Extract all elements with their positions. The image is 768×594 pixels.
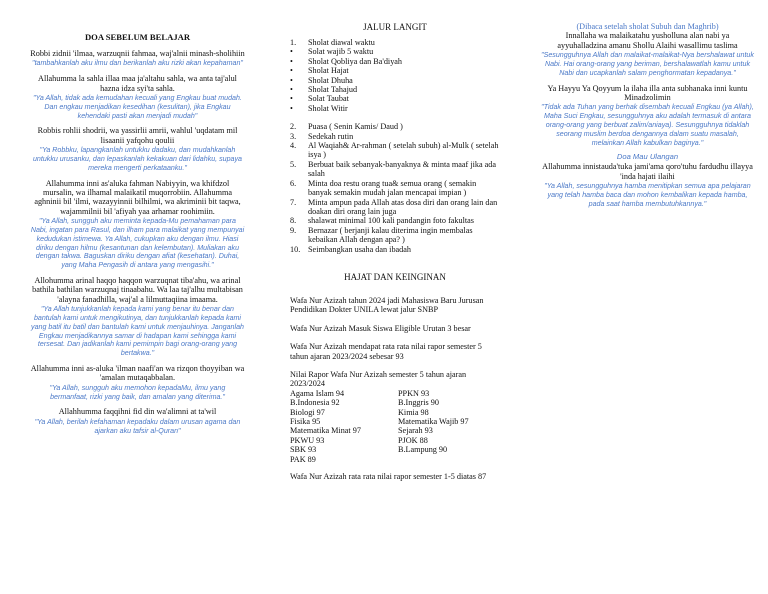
amalan-list	[290, 122, 500, 254]
doa-arabic: Allohumma arinal haqqo haqqon warzuqnat tiba'ahu, wa arinal bathila bathilan warzuqnaj tinaabahu. Wa laa taj'alhu multabisan 'alayna fanadhilla, waj'al a lilmuttaqiina imaama.	[32, 276, 243, 304]
list-item-marker: •	[290, 47, 293, 57]
ibadah-list	[290, 38, 500, 113]
list-item-marker: 6.	[290, 178, 297, 188]
list-item	[290, 104, 500, 113]
list-item	[290, 179, 500, 198]
doa-arabic: Allahumma la sahla illaa maa ja'altahu sahla, wa anta taj'alul hazna idza syi'ta sahla.	[38, 74, 237, 93]
doa-blocks	[30, 49, 245, 435]
list-item-marker: •	[290, 103, 293, 113]
hajat-list	[290, 296, 500, 361]
sholawat-block	[540, 31, 755, 77]
doa-arabic: Allahumma inni as-aluka 'ilman naafi'an wa rizqon thoyyiban wa 'amalan mutaqabbalan.	[30, 364, 245, 383]
list-item-text: Sholat diawal waktu	[308, 38, 375, 47]
doa-sebelum-belajar-column	[30, 32, 245, 441]
grades-table	[290, 389, 500, 464]
doa-arabic: Allahhumma faqqihni fid din wa'alimni at ta'wil	[58, 407, 217, 417]
closing-statement: Wafa Nur Azizah rata rata nilai rapor semester 1-5 diatas 87	[290, 472, 487, 482]
list-item	[290, 85, 500, 94]
grade-entry: B.Indonesia 92	[290, 398, 340, 408]
sholawat-translation: "Tidak ada Tuhan yang berhak disembah kecuali Engkau (ya Allah), Maha Suci Engkau, sesungguhnya aku adalah termasuk di antara orang-orang yang berbuat zalim/aniaya). Sesungguhnya tidaklah seorang muslim berdoa dengannya dalam suatu masalah, melainkan Allah kabulkan baginya."	[541, 103, 754, 147]
doa-title: DOA SEBELUM BELAJAR	[84, 32, 191, 42]
list-item-marker: 2.	[290, 122, 297, 132]
ulangan-arabic: Allahumma innistauda'tuka jami'ama qoro'tuhu fardudhu illayya 'inda hajati ilaihi	[542, 162, 753, 181]
list-item	[290, 216, 500, 225]
grade-entry: Kimia 98	[398, 407, 429, 417]
list-item-text: Al Waqiah& Ar-rahman ( setelah subuh) al-Mulk ( setelah isya )	[308, 141, 499, 160]
doa-translation: "Ya Robbku, lapangkanlah untukku dadaku, dan mudahkanlah untukku urusanku, dan lepaskanlah kekakuan dari lidahku, supaya mereka mengerti perkataanku."	[32, 146, 242, 172]
list-item-text: Sholat Hajat	[308, 66, 349, 76]
ulangan-translation: "Ya Allah, sesungguhnya hamba menitipkan semua apa pelajaran yang telah hamba baca dan mohon kembalikan kepada hamba, pada saat hamba membutuhkannya."	[544, 182, 751, 208]
grade-entry: Agama Islam 94	[290, 388, 345, 398]
doa-translation: "Ya Allah, tidak ada kemudahan kecuali yang Engkau buat mudah. Dan engkau menjadikan kesedihan (kesulitan), jika Engkau kehendaki pasti akan menjadi mudah"	[33, 94, 242, 120]
list-item-marker: •	[290, 75, 293, 85]
list-item-text: Seimbangkan usaha dan ibadah	[308, 244, 411, 254]
list-item-text: Sedekah rutin	[308, 131, 354, 141]
list-item	[290, 132, 500, 141]
doa-translation: "Ya Allah, berilah kefahaman kepadaku dalam urusan agama dan ajarkan aku tafsir al-Quran"	[34, 417, 241, 435]
list-item-marker: 4.	[290, 141, 297, 151]
list-item-text: Berbuat baik sebanyak-banyaknya & minta maaf jika ada salah	[308, 159, 497, 179]
doa-sholawat-column	[540, 22, 755, 214]
jalur-langit-column	[290, 22, 500, 481]
list-item-text: Sholat Dhuha	[308, 75, 353, 85]
list-item-text: Minta doa restu orang tua& semua orang ( semakin banyak semakin mudah jalan mencapai impian )	[308, 178, 477, 198]
sholawat-blocks	[540, 31, 755, 147]
grade-entry: PKWU 93	[290, 435, 325, 445]
list-item	[290, 76, 500, 85]
list-item-marker: •	[290, 94, 293, 104]
list-item-marker: •	[290, 66, 293, 76]
list-item	[290, 38, 500, 47]
grade-entry: Matematika Minat 97	[290, 426, 361, 436]
doa-translation: "tambahkanlah aku ilmu dan berikanlah aku rizki akan kepahaman"	[32, 59, 243, 68]
doa-arabic: Allahumma inni as'aluka fahman Nabiyyin, wa khifdzol mursalin, wa ilhamal malaikatil muqorrobiin. Allahumma aghninii bil 'ilmi, wazayyinnii bilhilmi, wa akriminii bit taqwa, wajammilnii bil 'afiyah yaa arhamar roohimiin.	[34, 178, 241, 216]
doa-block	[30, 276, 245, 358]
rapor-intro: Nilai Rapor Wafa Nur Azizah semester 5 tahun ajaran 2023/2024	[290, 369, 467, 389]
reading-note: (Dibaca setelah sholat Subuh dan Maghrib)	[576, 22, 719, 31]
list-item-text: Solat Taubat	[308, 94, 349, 104]
list-item-text: Minta ampun pada Allah atas dosa diri dan orang lain dan doakan diri orang lain juga	[308, 197, 498, 216]
list-item-marker: 7.	[290, 197, 297, 207]
list-item-text: Sholat Tahajud	[308, 85, 358, 95]
list-item-text: Solat wajib 5 waktu	[308, 47, 374, 57]
grade-entry: PPKN 93	[398, 388, 430, 398]
hajat-item: Wafa Nur Azizah tahun 2024 jadi Mahasiswa Baru Jurusan Pendidikan Dokter UNILA lewat jalur SNBP	[290, 295, 484, 315]
sholawat-translation: "Sesungguhnya Allah dan malaikat-malaikat-Nya bershalawat untuk Nabi. Hai orang-orang yang beriman, bershalawatlah kamu untuk Nabi dan ucapkanlah salam penghormatan kepadanya."	[541, 51, 754, 77]
jalur-langit-title: JALUR LANGIT	[363, 22, 427, 32]
list-item-marker: 5.	[290, 159, 297, 169]
grade-entry: PAK 89	[290, 454, 316, 464]
doa-block	[30, 49, 245, 68]
list-item-marker: 8.	[290, 216, 297, 226]
doa-translation: "Ya Allah tunjukkanlah kepada kami yang benar itu benar dan bantulah kami untuk mengikutinya, dan tunjukkanlah kepada kami yang batil itu batil dan bantulah kami untuk menjauhinya. Janganlah Engkau menjadikannya samar di hadapan kami sehingga kami tersesat. Dan jadikanlah kami pemimpin bagi orang-orang yang bertakwa."	[31, 305, 244, 358]
doa-arabic: Robbi zidnii 'ilmaa, warzuqnii fahmaa, waj'alnii minash-sholihiin	[30, 49, 245, 58]
list-item	[290, 198, 500, 217]
doa-block	[30, 364, 245, 401]
sholawat-arabic: Ya Hayyu Ya Qoyyum la ilaha illa anta subhanaka inni kuntu Minadzolimin	[547, 83, 748, 103]
hajat-title: HAJAT DAN KEINGINAN	[344, 271, 446, 282]
doa-block	[30, 407, 245, 435]
ulangan-title: Doa Mau Ulangan	[616, 152, 679, 162]
list-item	[290, 66, 500, 75]
grade-entry: B.Inggris 90	[398, 398, 439, 408]
list-item-text: Sholat Qobliya dan Ba'diyah	[308, 56, 403, 66]
list-item-marker: 1.	[290, 38, 297, 47]
list-item-marker: 10.	[290, 244, 301, 254]
sholawat-block	[540, 84, 755, 148]
hajat-item: Wafa Nur Azizah Masuk Siswa Eligible Urutan 3 besar	[290, 323, 471, 333]
list-item	[290, 94, 500, 103]
list-item	[290, 226, 500, 245]
list-item	[290, 141, 500, 160]
list-item	[290, 122, 500, 131]
grade-entry: PJOK 88	[398, 435, 428, 445]
grades-right-column	[398, 389, 488, 464]
list-item	[290, 57, 500, 66]
grade-entry: Sejarah 93	[398, 426, 433, 436]
doa-translation: "Ya Allah, sungguh aku meminta kepada-Mu pemahaman para Nabi, ingatan para Rasul, dan ilham para malaikat yang mempunyai kedudukan istimewa. Ya Allah, cukupkan aku dengan ilmu. Hiasi diriku dengan hilmu (kesantunan dan kelembutan). Muliakan aku dengan takwa. Baguskan diriku dengan afiat (kesehatan). Duhai, yang Maha Pengasih di antara yang mengasihi."	[30, 217, 245, 270]
grade-entry: Biologi 97	[290, 407, 325, 417]
grade-entry: B.Lampung 90	[398, 445, 448, 455]
list-item-marker: •	[290, 85, 293, 95]
grade-entry: SBK 93	[290, 445, 317, 455]
grades-left-column	[290, 389, 398, 464]
hajat-item: Wafa Nur Azizah mendapat rata rata nilai rapor semester 5 tahun ajaran 2023/2024 sebesar 93	[290, 342, 482, 361]
doa-block	[30, 126, 245, 172]
list-item-marker: 3.	[290, 131, 297, 141]
doa-block	[30, 179, 245, 270]
doa-block	[30, 74, 245, 120]
list-item-text: Bernazar ( berjanji kalau diterima ingin membalas kebaikan Allah dengan apa? )	[308, 225, 473, 245]
doa-arabic: Robbis rohlii shodrii, wa yassirlii amrii, wahlul 'uqdatam mil lisaanii yafqohu qoulii	[37, 126, 238, 145]
grade-entry: Fisika 95	[290, 417, 321, 426]
sholawat-arabic: Innallaha wa malaikatahu yusholluna alan nabi ya ayyuhalladzina amanu Shollu Alaihi wasallimu taslima	[557, 31, 738, 50]
list-item-marker: •	[290, 56, 293, 66]
list-item	[290, 160, 500, 179]
list-item	[290, 245, 500, 254]
list-item-text: shalawat minimal 100 kali pandangin foto fakultas	[308, 216, 474, 226]
list-item-text: Sholat Witir	[308, 103, 348, 113]
list-item-text: Puasa ( Senin Kamis/ Daud )	[308, 122, 403, 132]
list-item	[290, 47, 500, 56]
grade-entry: Matematika Wajib 97	[398, 417, 469, 426]
list-item-marker: 9.	[290, 225, 297, 235]
doa-translation: "Ya Allah, sungguh aku memohon kepadaMu, ilmu yang bermanfaat, rizki yang baik, dan amalan yang diterima."	[49, 383, 226, 401]
